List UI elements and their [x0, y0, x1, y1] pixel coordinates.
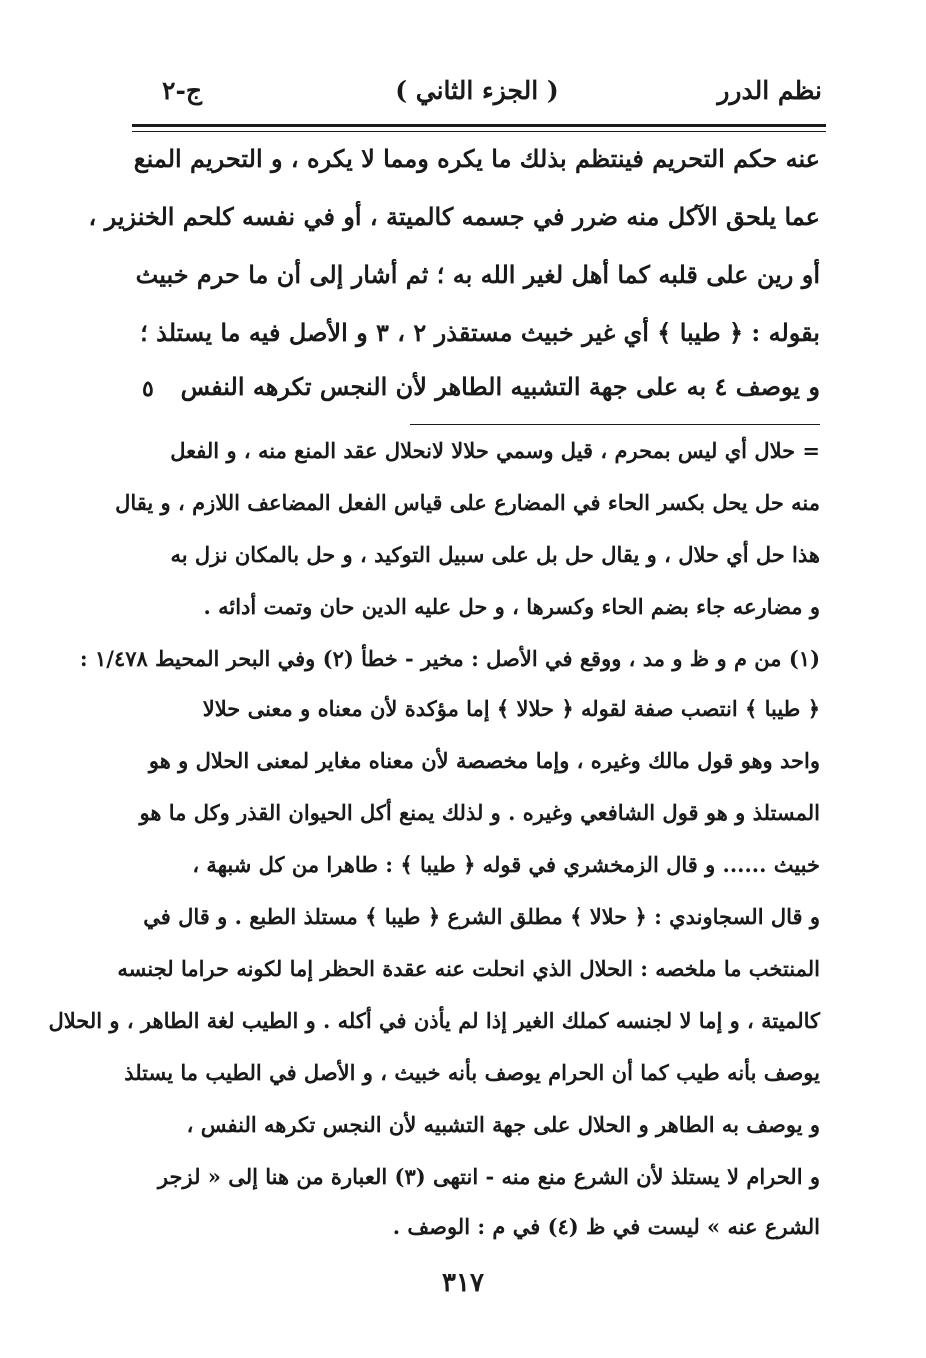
footnote-line: يوصف بأنه طيب كما أن الحرام يوصف بأنه خبيث ، و الأصل في الطيب ما يستلذ: [124, 1060, 820, 1085]
header-rule-thin: [132, 131, 826, 132]
footnote-line: و يوصف به الطاهر و الحلال على جهة التشبيه لأن النجس تكرهه النفس ،: [186, 1112, 820, 1137]
footnote-line: الشرع عنه » ليست في ظ (٤) في م : الوصف .: [392, 1214, 820, 1239]
footnote-line: كالميتة ، و إما لا لجنسه كملك الغير إذا لم يأذن في أكله . و الطيب لغة الطاهر ، و الحلال: [48, 1008, 820, 1033]
main-line: بقوله : ﴿ طيبا ﴾ أي غير خبيث مستقذر ٢ ، ٣ و الأصل فيه ما يستلذ ؛: [140, 318, 820, 347]
footnote-line: هذا حل أي حلال ، و يقال حل بل على سبيل التوكيد ، و حل بالمكان نزل به: [170, 542, 820, 567]
footnote-line: (١) من م و ظ و مد ، ووقع في الأصل : مخير - خطأ (٢) وفي البحر المحيط ١/٤٧٨ :: [79, 646, 820, 671]
footnote-line: خبيث ...... و قال الزمخشري في قوله ﴿ طيبا ﴾ : طاهرا من كل شبهة ،: [192, 852, 820, 877]
footnote-line: و الحرام لا يستلذ لأن الشرع منع منه - انتهى (٣) العبارة من هنا إلى « لزجر: [157, 1164, 820, 1189]
header-rule: [132, 124, 826, 127]
main-line: أو رين على قلبه كما أهل لغير الله به ؛ ثم أشار إلى أن ما حرم خبيث: [135, 260, 820, 289]
footnote-line: ﴿ طيبا ﴾ انتصب صفة لقوله ﴿ حلالا ﴾ إما مؤكدة لأن معناه و معنى حلالا: [202, 696, 820, 721]
main-text: [88, 144, 820, 404]
book-title: نظم الدرر: [717, 76, 822, 105]
volume-label: ج-٢: [162, 76, 202, 105]
footnote-line: واحد وهو قول مالك وغيره ، وإما مخصصة لأن معناه مغاير لمعنى الحلال و هو: [148, 748, 820, 773]
main-line: عما يلحق الآكل منه ضرر في جسمه كالميتة ، أو في نفسه كلحم الخنزير ،: [88, 202, 820, 231]
footnote-line: و قال السجاوندي : ﴿ حلالا ﴾ مطلق الشرع ﴿ طيبا ﴾ مستلذ الطبع . و قال في: [143, 904, 820, 929]
footnote-line: = حلال أي ليس بمحرم ، قيل وسمي حلالا لانحلال عقد المنع منه ، و الفعل: [170, 438, 820, 463]
footnote-line: المنتخب ما ملخصه : الحلال الذي انحلت عنه عقدة الحظر إما لكونه حراما لجنسه: [117, 956, 820, 981]
footnotes: [48, 438, 820, 1248]
footnote-rule: [410, 424, 820, 425]
page-header: [132, 76, 822, 120]
part-label: ( الجزء الثاني ): [395, 76, 559, 105]
main-line: عنه حكم التحريم فينتظم بذلك ما يكره ومما لا يكره ، و التحريم المنع: [133, 144, 820, 173]
footnote-line: المستلذ و هو قول الشافعي وغيره . و لذلك يمنع أكل الحيوان القذر وكل ما هو: [139, 800, 820, 825]
footnote-line: و مضارعه جاء بضم الحاء وكسرها ، و حل عليه الدين حان وتمت أدائه .: [203, 594, 820, 619]
footnote-line: منه حل يحل بكسر الحاء في المضارع على قياس الفعل المضاعف اللازم ، و يقال: [115, 490, 820, 515]
page-number: ٣١٧: [442, 1268, 484, 1298]
line-number: ٥: [142, 376, 154, 402]
main-line: و يوصف ٤ به على جهة التشبيه الطاهر لأن النجس تكرهه النفس: [180, 372, 820, 401]
